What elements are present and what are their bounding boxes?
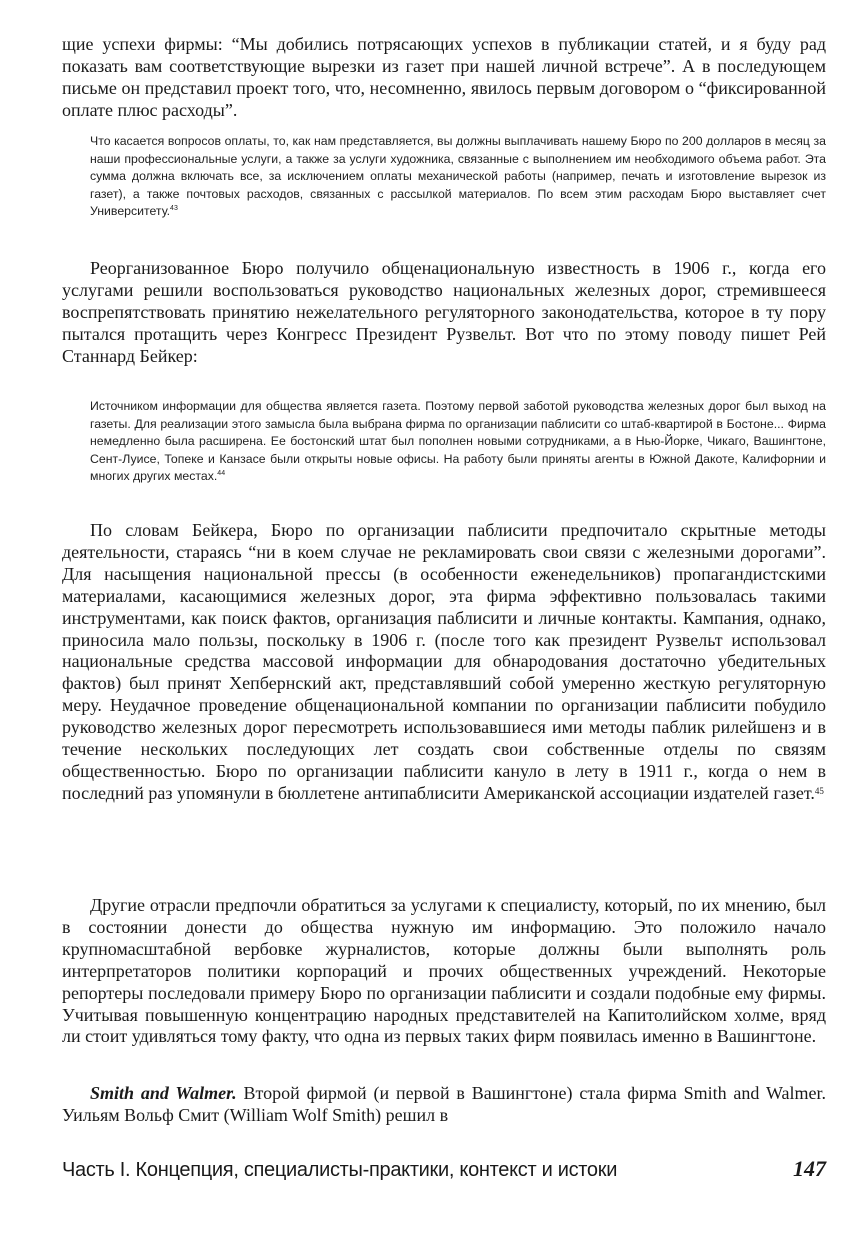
- page-number: 147: [793, 1156, 826, 1181]
- paragraph-2: Реорганизованное Бюро получило общенациональную известность в 1906 г., когда его услугами решили воспользоваться руководство национальных железных дорог, стремившееся воспрепятствовать принятию нежелательного регуляторного законодательства, которое в ту пору пытался протащить через Конгресс Президент Рузвельт. Вот что по этому поводу пишет Рей Станнард Бейкер:: [62, 258, 826, 366]
- paragraph-3: По словам Бейкера, Бюро по организации паблисити предпочитало скрытные методы деятельности, стараясь “ни в коем случае не рекламировать свои связи с железными дорогами”. Для насыщения национальной прессы (в особенности еженедельников) пропагандистскими материалами, касающимися железных дорог, эта фирма эффективно пользовалась такими инструментами, как поиск фактов, организация паблисити и личные контакты. Кампания, однако, приносила мало пользы, поскольку в 1906 г. (после того как президент Рузвельт использовал национальные средства массовой информации для обнародования достаточно убедительных фактов) был принят Хепбернский акт, представлявший собой умеренно жесткую регуляторную меру. Неудачное проведение общенациональной компании по организации паблисити побудило руководство железных дорог пересмотреть использовавшиеся ими методы паблик рилейшенз и в течение нескольких последующих лет создать свои собственные отделы по связям общественностью. Бюро по организации паблисити кануло в лету в 1911 г., когда о нем в последний раз упомянули в бюллетене антипаблисити Американской ассоциации издателей газет.$^{45}$: [62, 520, 826, 803]
- quote-block-1: Что касается вопросов оплаты, то, как нам представляется, вы должны выплачивать нашему Бюро по 200 долларов в месяц за наши профессиональные услуги, а также за услуги художника, связанные с выполнением им необходимого объема работ. Эта сумма должна включать все, за исключением оплаты механической работы (например, печать и изготовление вырезок из газет), а также почтовых расходов, связанных с рассылкой материалов. По всем этим расходам Бюро выставляет счет Университету.$^{43}$: [90, 134, 826, 219]
- section-lead-heading: Smith and Walmer.: [90, 1083, 237, 1103]
- paragraph-1: щие успехи фирмы: “Мы добились потрясающих успехов в публикации статей, и я буду рад показать вам соответствующие вырезки из газет при нашей личной встрече”. А в последующем письме он представил проект того, что, несомненно, явилось первым договором о “фиксированной оплате плюс расходы”.: [62, 34, 826, 120]
- footnote-ref-43: 43: [170, 205, 178, 213]
- quote-block-2: Источником информации для общества является газета. Поэтому первой заботой руководства железных дорог был выход на газеты. Для реализации этого замысла была выбрана фирма по организации паблисити со штаб-квартирой в Бостоне... Фирма немедленно была расширена. Ее бостонский штат был пополнен новыми сотрудниками, а в Нью-Йорке, Чикаго, Вашингтоне, Сент-Луисе, Топеке и Канзасе были открыты новые офисы. На работу были приняты агенты в Южной Дакоте, Калифорнии и многих других местах.$^{44}$: [90, 399, 826, 484]
- footnote-ref-45: 45: [814, 785, 824, 796]
- page-footer: [62, 1156, 826, 1186]
- paragraph-4: Другие отрасли предпочли обратиться за услугами к специалисту, который, по их мнению, был в состоянии донести до общества нужную им информацию. Это положило начало крупномасштабной вербовке журналистов, которые должны были выполнять роль интерпретаторов политики корпораций и прочих общественных учреждений. Некоторые репортеры последовали примеру Бюро по организации паблисити и создали подобные ему фирмы. Учитывая повышенную концентрацию народных представителей на Капитолийском холме, вряд ли стоит удивляться тому факту, что одна из первых таких фирм появилась именно в Вашингтоне.: [62, 895, 826, 1047]
- paragraph-5: Smith and Walmer. Второй фирмой (и первой в Вашингтоне) стала фирма Smith and Walmer. Уильям Вольф Смит (William Wolf Smith) решил в: [62, 1083, 826, 1125]
- footnote-ref-44: 44: [217, 470, 226, 478]
- running-footer-title: Часть I. Концепция, специалисты-практики, контекст и истоки: [62, 1159, 618, 1181]
